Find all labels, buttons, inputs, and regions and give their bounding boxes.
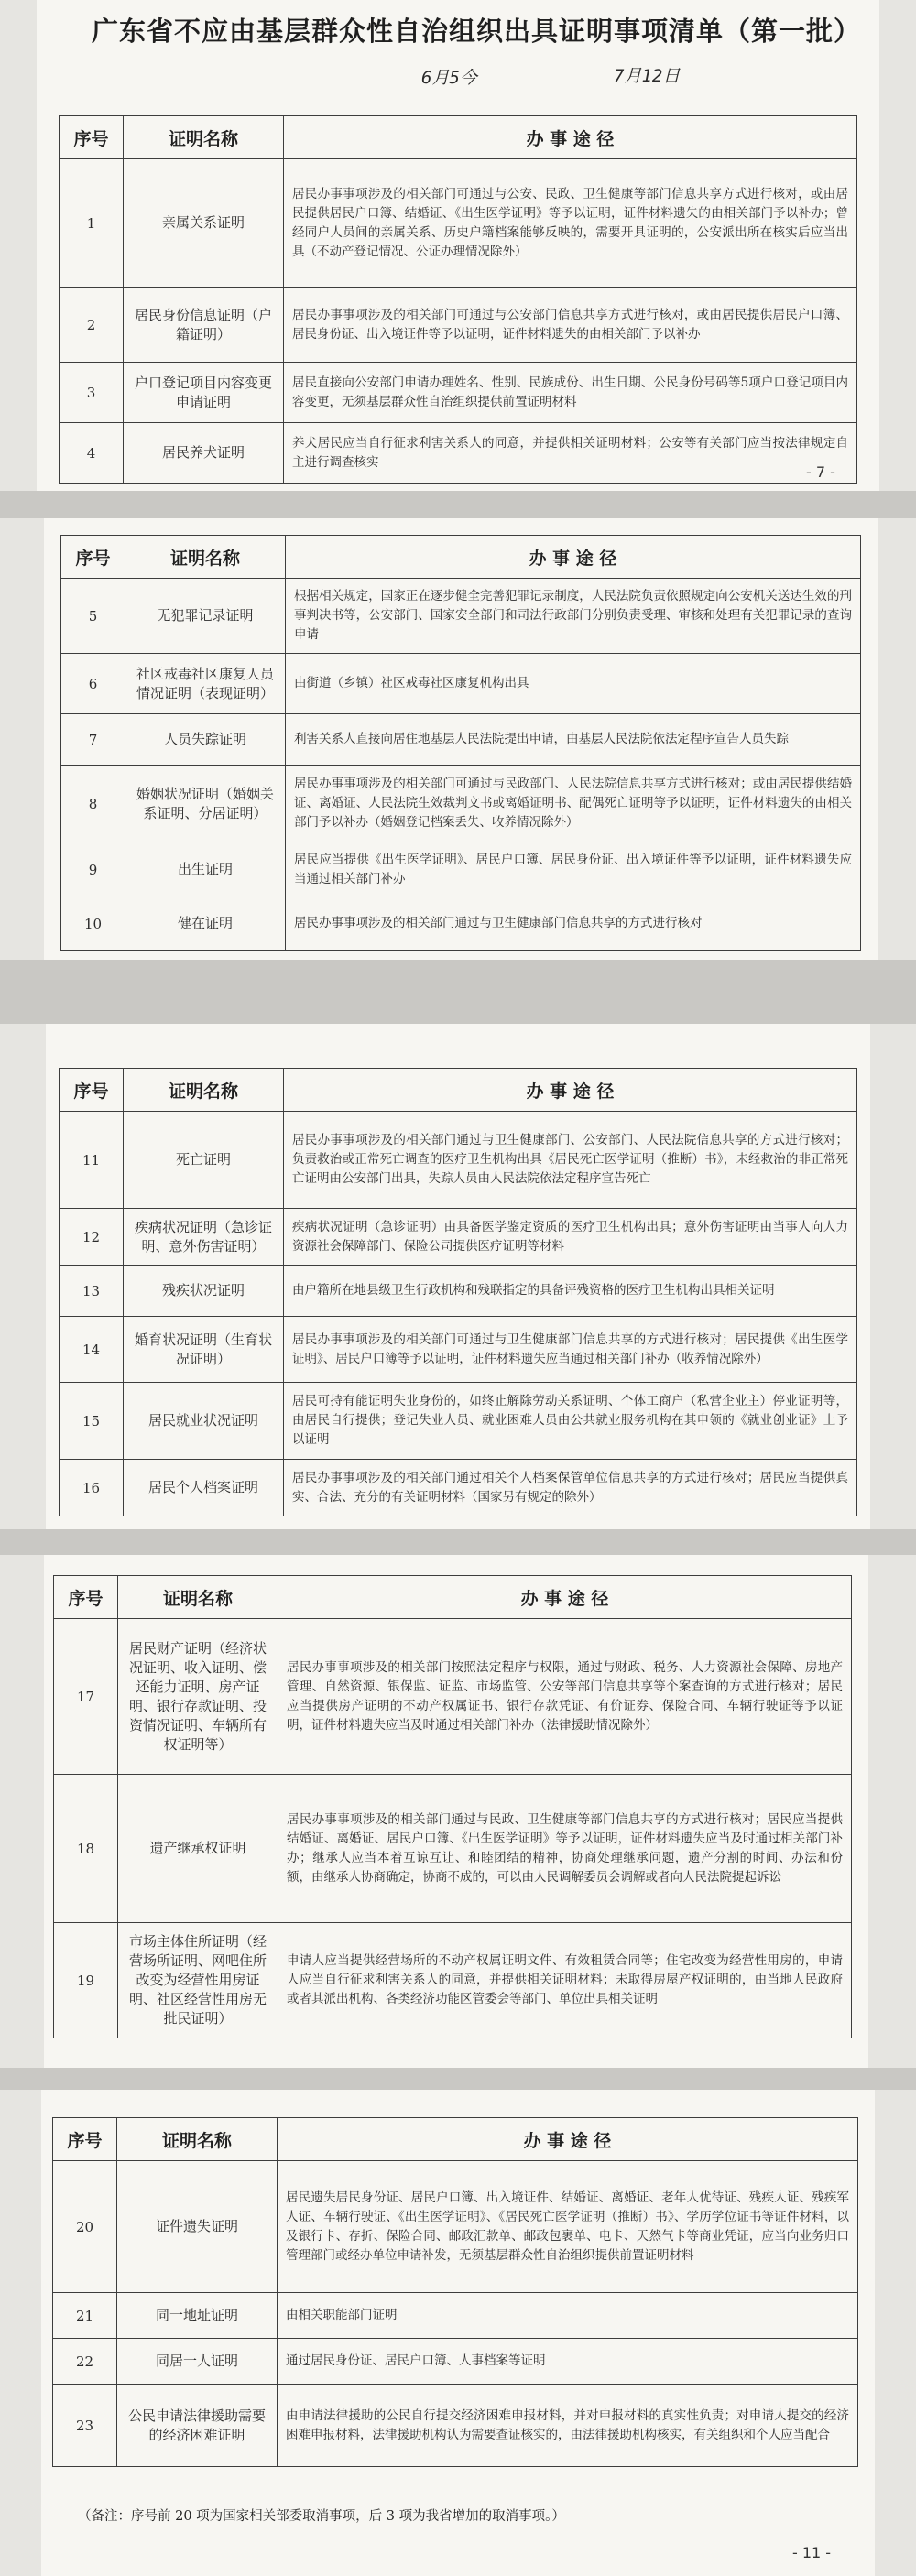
handling-path: 居民办事事项涉及的相关部门通过与卫生健康部门信息共享的方式进行核对 xyxy=(286,897,861,951)
certificate-name: 同一地址证明 xyxy=(117,2293,278,2339)
certificate-name: 健在证明 xyxy=(125,897,286,951)
certificate-name: 死亡证明 xyxy=(124,1112,284,1209)
handling-path: 居民可持有能证明失业身份的，如终止解除劳动关系证明、个体工商户（私营企业主）停业证明等，由居民自行提供；登记失业人员、就业困难人员由公共就业服务机构在其申领的《就业创业证》上予以证明 xyxy=(284,1383,857,1460)
certificate-name: 疾病状况证明（急诊证明、意外伤害证明） xyxy=(124,1209,284,1266)
handling-path: 疾病状况证明（急诊证明）由具备医学鉴定资质的医疗卫生机构出具；意外伤害证明由当事人向人力资源社会保障部门、保险公司提供医疗证明等材料 xyxy=(284,1209,857,1266)
page-sheet-5 xyxy=(41,2090,875,2576)
certificate-name: 亲属关系证明 xyxy=(124,159,284,288)
table-row xyxy=(61,766,861,842)
header-name: 证明名称 xyxy=(125,536,286,579)
certificate-name: 同居一人证明 xyxy=(117,2339,278,2385)
header-path: 办 事 途 径 xyxy=(278,1576,852,1619)
handling-path: 利害关系人直接向居住地基层人民法院提出申请，由基层人民法院依法定程序宣告人员失踪 xyxy=(286,714,861,766)
table-row xyxy=(60,1460,857,1516)
handling-path: 居民办事事项涉及的相关部门通过与民政、卫生健康等部门信息共享的方式进行核对；居民应当提供结婚证、离婚证、居民户口簿、《出生医学证明》等予以证明，证件材料遗失应当及时通过相关部门补办；继承人应当本着互谅互让、和睦团结的精神，协商处理继承问题，遗产分割的时间、办法和份额，由继承人协商确定，协商不成的，可以由人民调解委员会调解或者向人民法院提起诉讼 xyxy=(278,1775,852,1923)
page-sheet-2 xyxy=(44,518,878,960)
header-path: 办 事 途 径 xyxy=(284,116,857,159)
table-row xyxy=(54,1619,852,1775)
handling-path: 居民应当提供《出生医学证明》、居民户口簿、居民身份证、出入境证件等予以证明，证件材料遗失应当通过相关部门补办 xyxy=(286,842,861,897)
table-part-1 xyxy=(59,115,857,484)
header-no: 序号 xyxy=(53,2118,117,2161)
header-no: 序号 xyxy=(54,1576,118,1619)
handling-path: 居民办事事项涉及的相关部门按照法定程序与权限，通过与财政、税务、人力资源社会保障、房地产管理、自然资源、银保监、证监、市场监管、公安等部门信息共享等个案查询的方式进行核对；居民应当提供房产证明的不动产权属证书、银行存款凭证、有价证券、保险合同、车辆行驶证等予以证明，证件材料遗失应当及时通过相关部门补办（法律援助情况除外） xyxy=(278,1619,852,1775)
table-row xyxy=(60,423,857,484)
page-number: - 11 - xyxy=(792,2544,832,2561)
row-number: 11 xyxy=(60,1112,124,1209)
certificate-name: 居民就业状况证明 xyxy=(124,1383,284,1460)
table-row xyxy=(61,714,861,766)
table-header-row xyxy=(53,2118,858,2161)
page-gap xyxy=(0,491,916,518)
table-row xyxy=(53,2385,858,2467)
row-number: 10 xyxy=(61,897,125,951)
row-number: 16 xyxy=(60,1460,124,1516)
handwritten-note-right: 7月12日 xyxy=(614,66,681,86)
handling-path: 由申请法律援助的公民自行提交经济困难申报材料，并对申报材料的真实性负责；对申请人提交的经济困难申报材料，法律援助机构认为需要查证核实的，由法律援助机构核实，有关组织和个人应当配合 xyxy=(278,2385,858,2467)
header-no: 序号 xyxy=(61,536,125,579)
table-header-row xyxy=(60,1069,857,1112)
handling-path: 居民遗失居民身份证、居民户口簿、出入境证件、结婚证、离婚证、老年人优待证、残疾人证、残疾军人证、车辆行驶证、《出生医学证明》、《居民死亡医学证明（推断）书》、学历学位证书等证件材料，以及银行卡、存折、保险合同、邮政汇款单、邮政包裹单、电卡、天然气卡等商业凭证，应当向业务归口管理部门或经办单位申请补发，无须基层群众性自治组织提供前置证明材料 xyxy=(278,2161,858,2293)
table-row xyxy=(61,654,861,714)
handling-path: 由户籍所在地县级卫生行政机构和残联指定的具备评残资格的医疗卫生机构出具相关证明 xyxy=(284,1266,857,1317)
row-number: 7 xyxy=(61,714,125,766)
table-row xyxy=(54,1923,852,2038)
handling-path: 由街道（乡镇）社区戒毒社区康复机构出具 xyxy=(286,654,861,714)
certificate-name: 人员失踪证明 xyxy=(125,714,286,766)
header-name: 证明名称 xyxy=(124,116,284,159)
row-number: 5 xyxy=(61,579,125,654)
handling-path: 申请人应当提供经营场所的不动产权属证明文件、有效租赁合同等；住宅改变为经营性用房的，申请人应当自行征求利害关系人的同意，并提供相关证明材料；未取得房屋产权证明的，由当地人民政府或者其派出机构、各类经济功能区管委会等部门、单位出具相关证明 xyxy=(278,1923,852,2038)
certificate-name: 无犯罪记录证明 xyxy=(125,579,286,654)
page-number: - 7 - xyxy=(806,463,835,481)
table-row xyxy=(60,288,857,363)
certificate-name: 公民申请法律援助需要的经济困难证明 xyxy=(117,2385,278,2467)
certificate-name: 市场主体住所证明（经营场所证明、网吧住所改变为经营性用房证明、社区经营性用房无批民证明） xyxy=(118,1923,278,2038)
header-path: 办 事 途 径 xyxy=(286,536,861,579)
row-number: 17 xyxy=(54,1619,118,1775)
table-row xyxy=(60,1209,857,1266)
handling-path: 由相关职能部门证明 xyxy=(278,2293,858,2339)
table-row xyxy=(60,1383,857,1460)
handling-path: 通过居民身份证、居民户口簿、人事档案等证明 xyxy=(278,2339,858,2385)
table-row xyxy=(53,2161,858,2293)
page-gap xyxy=(0,2068,916,2090)
table-row xyxy=(61,842,861,897)
table-part-3 xyxy=(59,1068,857,1516)
certificate-name: 遗产继承权证明 xyxy=(118,1775,278,1923)
handling-path: 养犬居民应当自行征求利害关系人的同意，并提供相关证明材料；公安等有关部门应当按法律规定自主进行调查核实 xyxy=(284,423,857,484)
row-number: 12 xyxy=(60,1209,124,1266)
row-number: 19 xyxy=(54,1923,118,2038)
certificate-name: 居民养犬证明 xyxy=(124,423,284,484)
handling-path: 居民直接向公安部门申请办理姓名、性别、民族成份、出生日期、公民身份号码等5项户口登记项目内容变更，无须基层群众性自治组织提供前置证明材料 xyxy=(284,363,857,423)
table-part-2 xyxy=(60,535,861,951)
header-no: 序号 xyxy=(60,116,124,159)
handling-path: 居民办事事项涉及的相关部门可通过与公安、民政、卫生健康等部门信息共享方式进行核对，或由居民提供居民户口簿、结婚证、《出生医学证明》等予以证明，证件材料遗失的由相关部门予以补办；曾经同户人员间的亲属关系、历史户籍档案能够反映的，需要开具证明的，公安派出所在核实后应当出具（不动产登记情况、公证办理情况除外） xyxy=(284,159,857,288)
table-header-row xyxy=(61,536,861,579)
table-row xyxy=(60,363,857,423)
row-number: 2 xyxy=(60,288,124,363)
table-row xyxy=(60,1266,857,1317)
certificate-name: 出生证明 xyxy=(125,842,286,897)
certificate-name: 居民身份信息证明（户籍证明） xyxy=(124,288,284,363)
row-number: 4 xyxy=(60,423,124,484)
header-name: 证明名称 xyxy=(117,2118,278,2161)
table-part-5 xyxy=(52,2117,858,2467)
table-header-row xyxy=(60,116,857,159)
handling-path: 居民办事事项涉及的相关部门可通过与卫生健康部门信息共享的方式进行核对；居民提供《出生医学证明》、居民户口簿等予以证明，证件材料遗失应当通过相关部门补办（收养情况除外） xyxy=(284,1317,857,1383)
table-row xyxy=(54,1775,852,1923)
handling-path: 居民办事事项涉及的相关部门通过与卫生健康部门、公安部门、人民法院信息共享的方式进行核对；负责救治或正常死亡调查的医疗卫生机构出具《居民死亡医学证明（推断）书》，未经救治的非正常死亡证明由公安部门出具，失踪人员由人民法院依法定程序宣告死亡 xyxy=(284,1112,857,1209)
row-number: 20 xyxy=(53,2161,117,2293)
row-number: 14 xyxy=(60,1317,124,1383)
page-sheet-1 xyxy=(37,0,879,491)
certificate-name: 户口登记项目内容变更申请证明 xyxy=(124,363,284,423)
certificate-name: 婚姻状况证明（婚姻关系证明、分居证明） xyxy=(125,766,286,842)
document-title: 广东省不应由基层群众性自治组织出具证明事项清单（第一批） xyxy=(92,16,862,47)
footnote: （备注：序号前 20 项为国家相关部委取消事项，后 3 项为我省增加的取消事项。） xyxy=(78,2509,565,2524)
certificate-name: 证件遗失证明 xyxy=(117,2161,278,2293)
row-number: 1 xyxy=(60,159,124,288)
row-number: 15 xyxy=(60,1383,124,1460)
row-number: 8 xyxy=(61,766,125,842)
header-path: 办 事 途 径 xyxy=(284,1069,857,1112)
certificate-name: 居民个人档案证明 xyxy=(124,1460,284,1516)
page-sheet-4 xyxy=(44,1555,868,2068)
table-row xyxy=(61,579,861,654)
header-name: 证明名称 xyxy=(118,1576,278,1619)
row-number: 21 xyxy=(53,2293,117,2339)
handling-path: 居民办事事项涉及的相关部门通过相关个人档案保管单位信息共享的方式进行核对；居民应当提供真实、合法、充分的有关证明材料（国家另有规定的除外） xyxy=(284,1460,857,1516)
table-row xyxy=(60,1317,857,1383)
table-row xyxy=(60,159,857,288)
page-gap xyxy=(0,1529,916,1555)
row-number: 23 xyxy=(53,2385,117,2467)
row-number: 3 xyxy=(60,363,124,423)
table-row xyxy=(60,1112,857,1209)
header-name: 证明名称 xyxy=(124,1069,284,1112)
certificate-name: 居民财产证明（经济状况证明、收入证明、偿还能力证明、房产证明、银行存款证明、投资情况证明、车辆所有权证明等） xyxy=(118,1619,278,1775)
header-no: 序号 xyxy=(60,1069,124,1112)
table-row xyxy=(61,897,861,951)
handwritten-note-left: 6月5今 xyxy=(421,68,477,88)
handling-path: 根据相关规定，国家正在逐步健全完善犯罪记录制度，人民法院负责依照规定向公安机关送达生效的刑事判决书等，公安部门、国家安全部门和司法行政部门分别负责受理、审核和处理有关犯罪记录的查询申请 xyxy=(286,579,861,654)
header-path: 办 事 途 径 xyxy=(278,2118,858,2161)
row-number: 13 xyxy=(60,1266,124,1317)
page-gap xyxy=(0,960,916,1024)
row-number: 6 xyxy=(61,654,125,714)
certificate-name: 残疾状况证明 xyxy=(124,1266,284,1317)
certificate-name: 婚育状况证明（生育状况证明） xyxy=(124,1317,284,1383)
table-row xyxy=(53,2293,858,2339)
row-number: 22 xyxy=(53,2339,117,2385)
row-number: 9 xyxy=(61,842,125,897)
handling-path: 居民办事事项涉及的相关部门可通过与民政部门、人民法院信息共享方式进行核对；或由居民提供结婚证、离婚证、人民法院生效裁判文书或离婚证明书、配偶死亡证明等予以证明，证件材料遗失的由相关部门予以补办（婚姻登记档案丢失、收养情况除外） xyxy=(286,766,861,842)
table-row xyxy=(53,2339,858,2385)
certificate-name: 社区戒毒社区康复人员情况证明（表现证明） xyxy=(125,654,286,714)
handling-path: 居民办事事项涉及的相关部门可通过与公安部门信息共享方式进行核对，或由居民提供居民户口簿、居民身份证、出入境证件等予以证明，证件材料遗失的由相关部门予以补办 xyxy=(284,288,857,363)
table-header-row xyxy=(54,1576,852,1619)
page-sheet-3 xyxy=(46,1024,870,1529)
table-part-4 xyxy=(53,1575,852,2038)
row-number: 18 xyxy=(54,1775,118,1923)
